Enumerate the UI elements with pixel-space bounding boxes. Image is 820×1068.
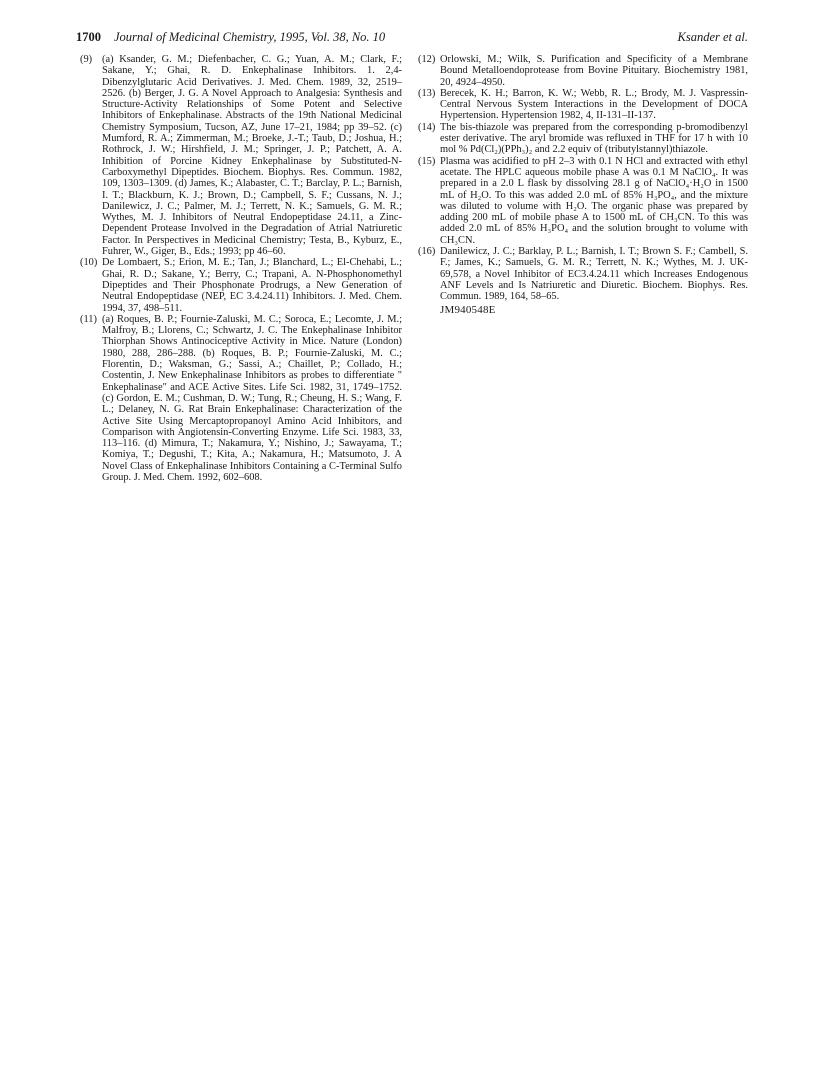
reference-12 [418,54,748,88]
reference-text: (a) Roques, B. P.; Fournie-Zaluski, M. C.; Soroca, E.; Lecomte, J. M.; Malfroy, B.; Llorens, C.; Schwartz, J. C. The Enkephalinase Inhibitor Thiorphan Shows Antinociceptive Activity in Mice. Nature (London) 1980, 288, 286–288. (b) Roques, B. P.; Fournie-Zaluski, M. C.; Florentin, D.; Waksman, G.; Sassi, A.; Chaillet, P.; Collado, H.; Costentin, J. New Enkephalinase Inhibitors as probes to differentiate " Enkephalinase" and ACE Active Sites. Life Sci. 1982, 31, 1749–1752. (c) Gordon, E. M.; Cushman, D. W.; Tung, R.; Cheung, H. S.; Wang, F. L.; Delaney, N. G. Rat Brain Enkephalinase: Characterization of the Active Site Using Mercaptopropanoyl Amino Acid Inhibitors, and Comparison with Angiotensin-Converting Enzyme. Life Sci. 1983, 33, 113–116. (d) Mimura, T.; Nakamura, Y.; Nishino, J.; Sawayama, T.; Komiya, T.; Degushi, T.; Kita, A.; Nakamura, H.; Matsumoto, J. A Novel Class of Enkephalinase Inhibitors Containing a C-Terminal Sulfo Group. J. Med. Chem. 1992, 602–608. [102,313,402,483]
reference-number: (14) [418,121,436,133]
page-number: 1700 [76,30,101,44]
reference-10 [80,257,402,313]
reference-16 [418,246,748,302]
journal-citation: Journal of Medicinal Chemistry, 1995, Vol. 38, No. 10 [114,30,386,44]
reference-number: (16) [418,246,436,258]
reference-number: (11) [80,313,97,325]
reference-text: (a) Ksander, G. M.; Diefenbacher, C. G.; Yuan, A. M.; Clark, F.; Sakane, Y.; Ghai, R. D. Enkephalinase Inhibitors. 1. 2,4-Dibenzylglutaric Acid Derivatives. J. Med. Chem. 1989, 32, 2519–2526. (b) Berger, J. G. A Novel Approach to Analgesia: Synthesis and Structure-Activity Relationships of Some Potent and Selective Inhibitors of Enkephalinase. Abstracts of the 19th National Medicinal Chemistry Symposium, Tucson, AZ, June 17–21, 1984; pp 39–52. (c) Mumford, R. A.; Zimmerman, M.; Broeke, J.-T.; Taub, D.; Joshua, H.; Rothrock, J. W.; Hirshfield, J. M.; Springer, J. P.; Patchett, A. A. Inhibition of Porcine Kidney Enkephalinase by Substituted-N-Carboxymethyl Dipeptides. Biochem. Biophys. Res. Commun. 1982, 109, 1303–1309. (d) James, K.; Alabaster, C. T.; Barclay, P. L.; Barnish, I. T.; Blackburn, K. J.; Brown, D.; Campbell, S. F.; Cussans, N. J.; Danilewicz, J. C.; Palmer, M. J.; Terrett, N. K.; Samuels, G. M. R.; Wythes, M. J. Inhibitors of Neutral Endopeptidase 24.11, a Zinc-Dependent Protease Involved in the Degradation of Atrial Natriuretic Factor. In Perspectives in Medicinal Chemistry; Testa, B., Kyburz, E., Fuhrer, W., Giger, B., Eds.; 1993; pp 46–60. [102,54,402,258]
references-right-column [418,54,748,316]
reference-text: Danilewicz, J. C.; Barklay, P. L.; Barnish, I. T.; Brown S. F.; Cambell, S. F.; James, K.; Samuels, G. M. R.; Terrett, N. K.; Wythes, M. J. UK-69,578, a Novel Inhibitor of EC3.4.24.11 which Increases Endogenous ANF Levels and Is Natriuretic and Diuretic. Biochem. Biophys. Res. Commun. 1989, 164, 58–65. [440,246,748,303]
references-left-column [80,54,402,483]
reference-14 [418,122,748,156]
reference-text: Orlowski, M.; Wilk, S. Purification and Specificity of a Membrane Bound Metalloendoprotease from Bovine Pituitary. Biochemistry 1981, 20, 4924–4950. [440,54,748,88]
manuscript-code: JM940548E [440,303,496,316]
reference-9 [80,54,402,257]
running-authors: Ksander et al. [677,30,748,44]
reference-text: De Lombaert, S.; Erion, M. E.; Tan, J.; Blanchard, L.; El-Chehabi, L.; Ghai, R. D.; Sakane, Y.; Berry, C.; Trapani, A. N-Phosphonomethyl Dipeptides and Their Phosphonate Prodrugs, a New Generation of Neutral Endopeptidase (NEP, EC 3.4.24.11) Inhibitors. J. Med. Chem. 1994, 37, 498–511. [102,257,402,314]
reference-number: (13) [418,87,436,99]
reference-13 [418,88,748,122]
reference-text: Plasma was acidified to pH 2–3 with 0.1 N HCl and extracted with ethyl acetate. The HPLC aqueous mobile phase A was 0.1 M NaClO₄. It was prepared in a 2.0 L flask by dissolving 28.1 g of NaClO₄·H₂O in 1500 mL of H₂O. To this was added 2.0 mL of 85% H₃PO₄, and the mixture was diluted to volume with H₂O. The organic phase was prepared by adding 200 mL of mobile phase A to 1500 mL of CH₃CN. To this was added 2.0 mL of 85% H₃PO₄ and the solution brought to volume with CH₃CN. [440,155,748,246]
reference-text: The bis-thiazole was prepared from the corresponding p-bromodibenzyl ester derivative. The aryl bromide was refluxed in THF for 17 h with 10 mol % Pd(Cl₂)(PPh₃)₂ and 2.2 equiv of (tributylstannyl)thiazole. [440,121,748,156]
reference-11 [80,314,402,483]
reference-number: (12) [418,54,436,65]
page-header [76,28,748,46]
reference-text: Berecek, K. H.; Barron, K. W.; Webb, R. L.; Brody, M. J. Vaspressin-Central Nervous System Interactions in the Development of DOCA Hypertension. Hypertension 1982, 4, II-131–II-137. [440,87,748,122]
reference-number: (9) [80,54,93,65]
reference-number: (10) [80,257,98,269]
reference-number: (15) [418,155,436,167]
reference-15 [418,156,748,246]
